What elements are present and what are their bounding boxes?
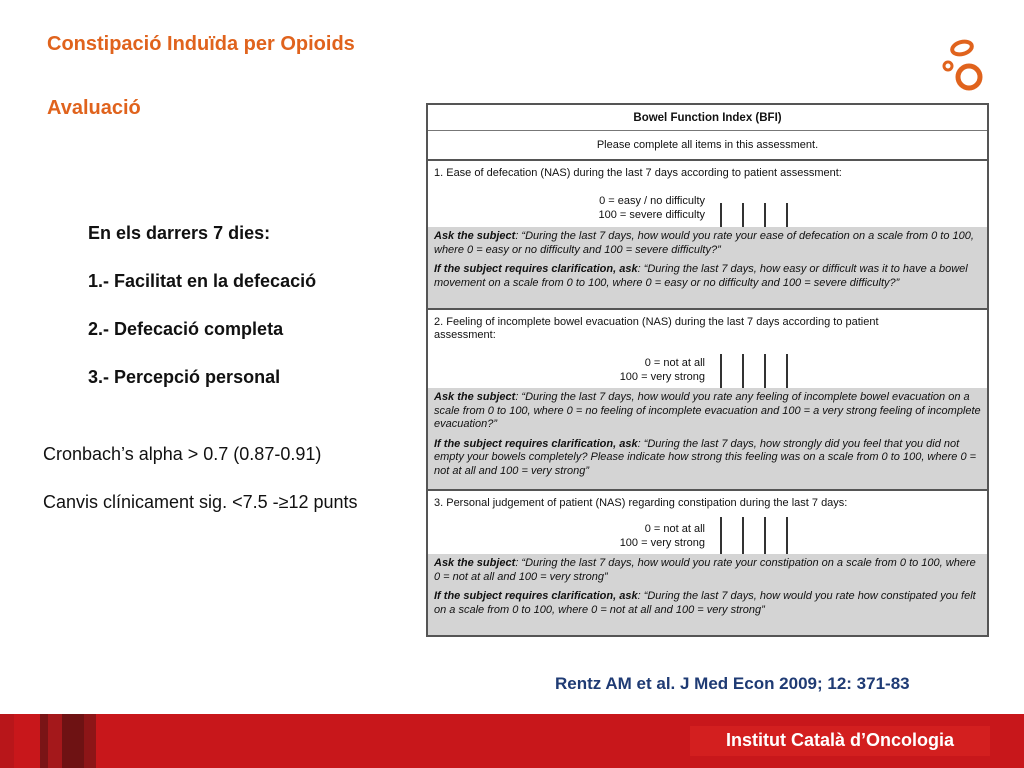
summary-item: 1.- Facilitat en la defecació bbox=[88, 271, 317, 291]
summary-intro: En els darrers 7 dies: bbox=[88, 223, 271, 243]
scale-mark bbox=[720, 354, 722, 388]
summary-item: 2.- Defecació completa bbox=[88, 319, 284, 339]
ask-label: Ask the subject bbox=[434, 391, 516, 403]
bfi-questionnaire bbox=[426, 103, 989, 637]
scale-mark bbox=[720, 203, 722, 227]
clarification-text: : “During the last 7 days, how would you rate how constipated you felt on a scale from 0 to 100, where 0 = not at all and 100 = very strong” bbox=[434, 590, 976, 616]
scale-mark bbox=[720, 517, 722, 554]
bfi-instruction: Please complete all items in this assessment. bbox=[428, 131, 987, 161]
scale-mark bbox=[742, 354, 744, 388]
citation: Rentz AM et al. J Med Econ 2009; 12: 371-83 bbox=[555, 674, 910, 693]
clarification-label: If the subject requires clarification, ask bbox=[434, 263, 638, 275]
ask-text: : “During the last 7 days, how would you rate your constipation on a scale from 0 to 100, where 0 = not at all and 100 = very strong” bbox=[434, 557, 976, 583]
bfi-prompt-3 bbox=[428, 554, 987, 635]
bfi-prompt-1 bbox=[428, 227, 987, 310]
scale-mark bbox=[786, 354, 788, 388]
bfi-question-3 bbox=[428, 491, 987, 554]
ask-text: : “During the last 7 days, how would you rate any feeling of incomplete bowel evacuation on a scale from 0 to 100, where 0 = no feeling of incomplete evacuation and 100 = a very strong feeling of incomplete evacuation?” bbox=[434, 391, 981, 430]
footer-stripe bbox=[62, 714, 84, 768]
ask-label: Ask the subject bbox=[434, 230, 516, 242]
scale-mark bbox=[742, 203, 744, 227]
clarification-text: : “During the last 7 days, how strongly did you feel that you did not empty your bowels completely? Please indicate how strong this feeling was on a scale from 0 to 100, where 0 = not at all and 100 = very strong” bbox=[434, 437, 977, 477]
clinical-change: Canvis clínicament sig. <7.5 -≥12 punts bbox=[43, 492, 358, 512]
scale-low: 0 = easy / no difficulty bbox=[599, 195, 705, 207]
bfi-question-1 bbox=[428, 161, 987, 227]
scale-mark bbox=[764, 354, 766, 388]
page-title: Constipació Induïda per Opioids bbox=[47, 33, 355, 55]
scale-mark bbox=[764, 203, 766, 227]
scale-low: 0 = not at all bbox=[644, 523, 705, 535]
footer-stripe bbox=[40, 714, 48, 768]
section-title: Avaluació bbox=[47, 97, 141, 119]
footer-stripe bbox=[48, 714, 62, 768]
bfi-prompt-2 bbox=[428, 388, 987, 491]
question-text: 2. Feeling of incomplete bowel evacuation (NAS) during the last 7 days according to patient assessment: bbox=[434, 316, 879, 341]
clarification-label: If the subject requires clarification, ask bbox=[434, 590, 638, 602]
question-text: 3. Personal judgement of patient (NAS) regarding constipation during the last 7 days: bbox=[434, 497, 848, 509]
scale-mark bbox=[786, 517, 788, 554]
footer-stripe bbox=[84, 714, 96, 768]
scale-high: 100 = very strong bbox=[619, 371, 705, 383]
scale-mark bbox=[742, 517, 744, 554]
ask-label: Ask the subject bbox=[434, 557, 516, 569]
footer-stripe bbox=[0, 714, 14, 768]
scale-mark bbox=[764, 517, 766, 554]
bfi-title: Bowel Function Index (BFI) bbox=[428, 105, 987, 131]
clarification-label: If the subject requires clarification, ask bbox=[434, 437, 638, 450]
clarification-text: : “During the last 7 days, how easy or difficult was it to have a bowel movement on a scale from 0 to 100, where 0 = easy or no difficulty and 100 = severe difficulty?” bbox=[434, 263, 968, 289]
scale-mark bbox=[786, 203, 788, 227]
bfi-question-2 bbox=[428, 310, 987, 388]
question-text: 1. Ease of defecation (NAS) during the last 7 days according to patient assessment: bbox=[434, 167, 842, 179]
scale-high: 100 = very strong bbox=[619, 537, 705, 549]
summary-item: 3.- Percepció personal bbox=[88, 367, 281, 387]
summary-list bbox=[88, 222, 316, 414]
institution-name: Institut Català d’Oncologia bbox=[690, 726, 990, 756]
scale-high: 100 = severe difficulty bbox=[598, 209, 705, 221]
ico-logo-icon bbox=[938, 38, 988, 93]
cronbach-alpha: Cronbach’s alpha > 0.7 (0.87-0.91) bbox=[43, 444, 322, 464]
scale-low: 0 = not at all bbox=[644, 357, 705, 369]
ask-text: : “During the last 7 days, how would you rate your ease of defecation on a scale from 0 to 100, where 0 = easy or no difficulty and 100 = severe difficulty?” bbox=[434, 230, 974, 256]
